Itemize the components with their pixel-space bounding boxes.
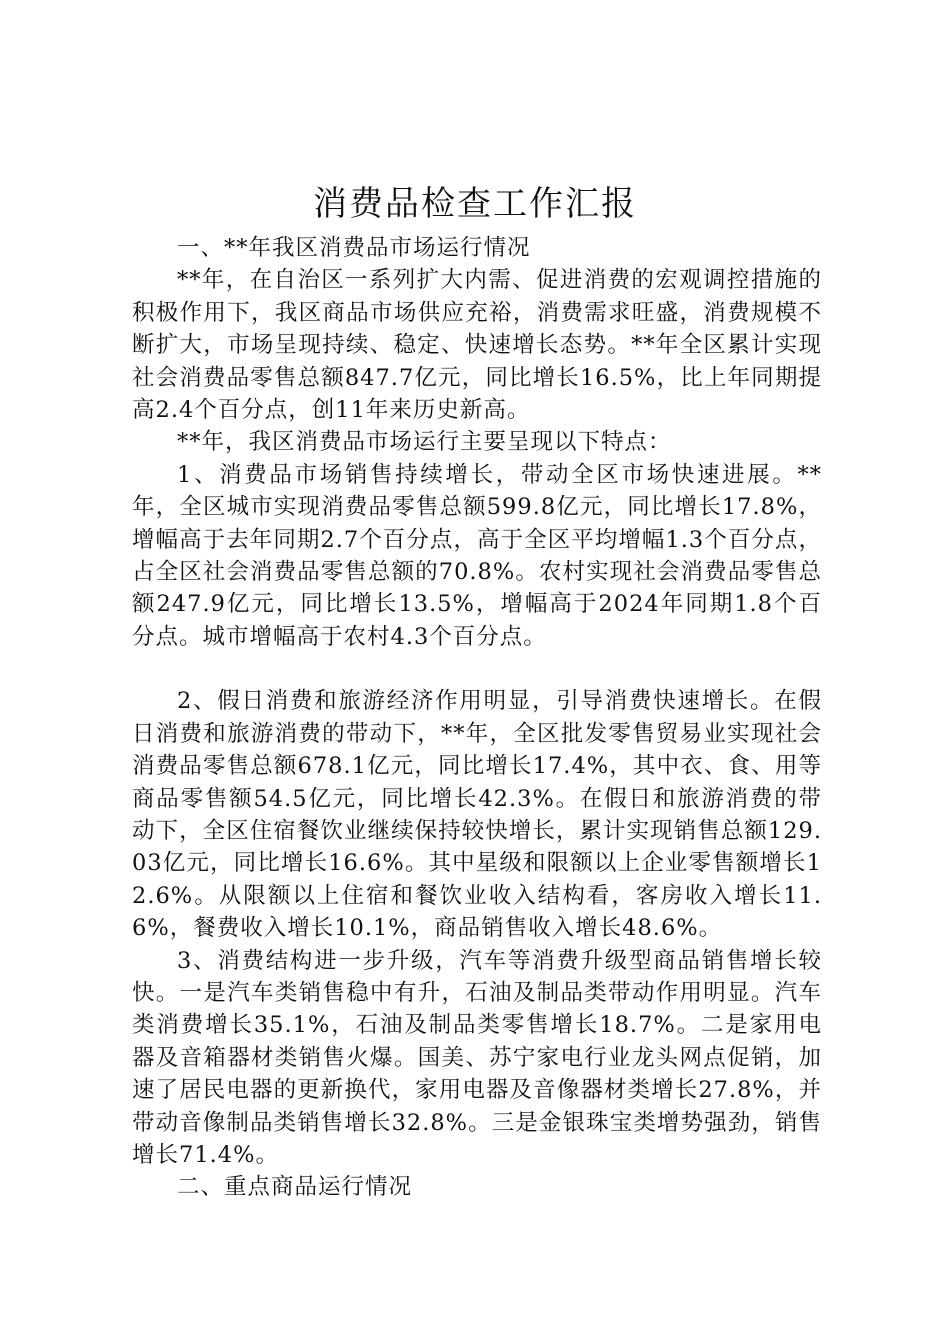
body-paragraph: 3、消费结构进一步升级，汽车等消费升级型商品销售增长较快。一是汽车类销售稳中有升，石油及制品类带动作用明显。汽车类消费增长35.1%，石油及制品类零售增长18.7%。二是家用电器及音箱器材类销售火爆。国美、苏宁家电行业龙头网点促销，加速了居民电器的更新换代，家用电器及音像器材类增长27.8%，并带动音像制品类销售增长32.8%。三是金银珠宝类增势强劲，销售增长71.4%。 — [132, 947, 822, 1168]
section-heading-1: 一、**年我区消费品市场运行情况 — [177, 235, 531, 261]
document-body — [132, 232, 822, 1204]
document-title: 消费品检查工作汇报 — [313, 184, 637, 224]
body-paragraph: **年，我区消费品市场运行主要呈现以下特点： — [177, 429, 672, 456]
body-paragraph: 2、假日消费和旅游经济作用明显，引导消费快速增长。在假日消费和旅游消费的带动下，**年，全区批发零售贸易业实现社会消费品零售总额678.1亿元，同比增长17.4%，其中衣、食、用等商品零售额54.5亿元，同比增长42.3%。在假日和旅游消费的带动下，全区住宿餐饮业继续保持较快增长，累计实现销售总额129.03亿元，同比增长16.6%。其中星级和限额以上企业零售额增长12.6%。从限额以上住宿和餐饮业收入结构看，客房收入增长11.6%，餐费收入增长10.1%，商品销售收入增长48.6%。 — [132, 688, 822, 942]
body-paragraph: 1、消费品市场销售持续增长，带动全区市场快速进展。**年，全区城市实现消费品零售总额599.8亿元，同比增长17.8%，增幅高于去年同期2.7个百分点，高于全区平均增幅1.3个百分点，占全区社会消费品零售总额的70.8%。农村实现社会消费品零售总额247.9亿元，同比增长13.5%，增幅高于2024年同期1.8个百分点。城市增幅高于农村4.3个百分点。 — [132, 461, 822, 650]
body-paragraph: **年，在自治区一系列扩大内需、促进消费的宏观调控措施的积极作用下，我区商品市场供应充裕，消费需求旺盛，消费规模不断扩大，市场呈现持续、稳定、快速增长态势。**年全区累计实现社会消费品零售总额847.7亿元，同比增长16.5%，比上年同期提高2.4个百分点，创11年来历史新高。 — [132, 267, 822, 424]
section-heading-2: 二、重点商品运行情况 — [177, 1174, 413, 1201]
paragraph-gap — [132, 653, 822, 685]
